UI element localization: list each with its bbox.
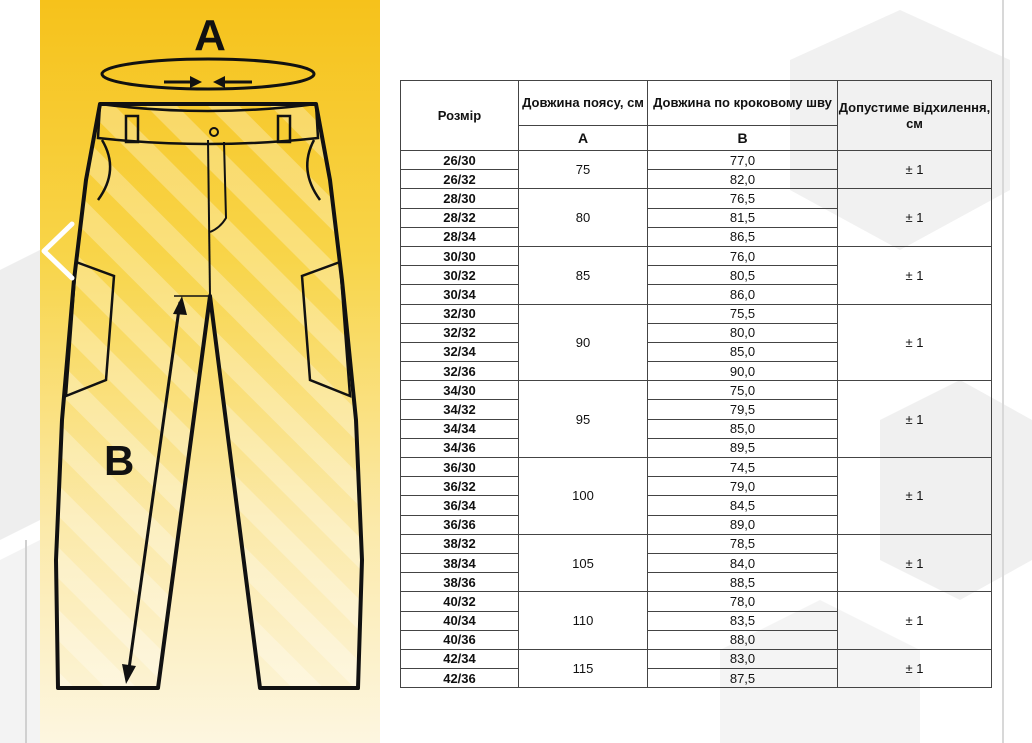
- table-row: [401, 246, 992, 265]
- inseam-cell: 88,5: [648, 573, 838, 592]
- measure-label-b: B: [104, 437, 135, 484]
- inseam-cell: 74,5: [648, 458, 838, 477]
- inseam-cell: 75,5: [648, 304, 838, 323]
- size-cell: 30/30: [401, 246, 519, 265]
- size-cell: 34/30: [401, 381, 519, 400]
- size-cell: 34/32: [401, 400, 519, 419]
- inseam-cell: 79,0: [648, 477, 838, 496]
- waist-cell: 80: [519, 189, 648, 247]
- size-cell: 32/36: [401, 362, 519, 381]
- inseam-cell: 90,0: [648, 362, 838, 381]
- tolerance-cell: ± 1: [838, 592, 992, 650]
- tolerance-cell: ± 1: [838, 458, 992, 535]
- size-cell: 42/36: [401, 669, 519, 688]
- inseam-cell: 87,5: [648, 669, 838, 688]
- inseam-cell: 77,0: [648, 151, 838, 170]
- header-col-a: A: [519, 126, 648, 151]
- table-row: [401, 151, 992, 170]
- size-cell: 36/36: [401, 515, 519, 534]
- inseam-cell: 80,5: [648, 266, 838, 285]
- waist-cell: 100: [519, 458, 648, 535]
- waist-cell: 95: [519, 381, 648, 458]
- inseam-cell: 85,0: [648, 419, 838, 438]
- size-cell: 36/32: [401, 477, 519, 496]
- table-row: [401, 534, 992, 553]
- inseam-cell: 84,0: [648, 553, 838, 572]
- size-table-body: [401, 151, 992, 688]
- inseam-cell: 86,5: [648, 227, 838, 246]
- pants-diagram-panel: [40, 0, 380, 743]
- waist-measure-ellipse: [102, 59, 314, 89]
- table-row: [401, 458, 992, 477]
- size-cell: 28/30: [401, 189, 519, 208]
- inseam-cell: 76,0: [648, 246, 838, 265]
- size-cell: 32/30: [401, 304, 519, 323]
- inseam-cell: 82,0: [648, 170, 838, 189]
- size-cell: 28/32: [401, 208, 519, 227]
- inseam-cell: 89,5: [648, 438, 838, 457]
- waist-cell: 115: [519, 649, 648, 687]
- size-cell: 32/32: [401, 323, 519, 342]
- waist-cell: 75: [519, 151, 648, 189]
- inseam-cell: 79,5: [648, 400, 838, 419]
- table-row: [401, 189, 992, 208]
- size-cell: 40/32: [401, 592, 519, 611]
- tolerance-cell: ± 1: [838, 304, 992, 381]
- inseam-cell: 76,5: [648, 189, 838, 208]
- tolerance-cell: ± 1: [838, 189, 992, 247]
- table-row: [401, 304, 992, 323]
- size-cell: 26/30: [401, 151, 519, 170]
- size-cell: 34/36: [401, 438, 519, 457]
- size-cell: 36/30: [401, 458, 519, 477]
- inseam-cell: 85,0: [648, 342, 838, 361]
- inseam-cell: 80,0: [648, 323, 838, 342]
- size-cell: 30/32: [401, 266, 519, 285]
- inseam-cell: 84,5: [648, 496, 838, 515]
- inseam-cell: 75,0: [648, 381, 838, 400]
- tolerance-cell: ± 1: [838, 534, 992, 592]
- size-cell: 28/34: [401, 227, 519, 246]
- inseam-cell: 86,0: [648, 285, 838, 304]
- size-cell: 30/34: [401, 285, 519, 304]
- size-cell: 40/36: [401, 630, 519, 649]
- size-cell: 38/36: [401, 573, 519, 592]
- chevron-left-icon: [38, 220, 78, 282]
- size-cell: 38/32: [401, 534, 519, 553]
- header-inseam: Довжина по кроковому шву: [648, 81, 838, 126]
- table-row: [401, 649, 992, 668]
- size-cell: 36/34: [401, 496, 519, 515]
- inseam-cell: 83,0: [648, 649, 838, 668]
- table-row: [401, 592, 992, 611]
- size-cell: 34/34: [401, 419, 519, 438]
- waist-cell: 85: [519, 246, 648, 304]
- size-chart-table: [400, 80, 992, 688]
- waist-cell: 90: [519, 304, 648, 381]
- header-tolerance: Допустиме відхилення, см: [838, 81, 992, 151]
- inseam-cell: 89,0: [648, 515, 838, 534]
- inseam-cell: 78,0: [648, 592, 838, 611]
- inseam-cell: 88,0: [648, 630, 838, 649]
- size-cell: 32/34: [401, 342, 519, 361]
- inseam-cell: 83,5: [648, 611, 838, 630]
- header-waist: Довжина поясу, см: [519, 81, 648, 126]
- size-cell: 38/34: [401, 553, 519, 572]
- pants-diagram: [40, 0, 380, 743]
- waist-cell: 105: [519, 534, 648, 592]
- waist-cell: 110: [519, 592, 648, 650]
- tolerance-cell: ± 1: [838, 649, 992, 687]
- size-cell: 40/34: [401, 611, 519, 630]
- tolerance-cell: ± 1: [838, 246, 992, 304]
- inseam-cell: 78,5: [648, 534, 838, 553]
- prev-slide-button[interactable]: [38, 220, 78, 282]
- tolerance-cell: ± 1: [838, 151, 992, 189]
- tolerance-cell: ± 1: [838, 381, 992, 458]
- header-size: Розмір: [401, 81, 519, 151]
- table-row: [401, 381, 992, 400]
- size-cell: 26/32: [401, 170, 519, 189]
- inseam-cell: 81,5: [648, 208, 838, 227]
- measure-label-a: A: [194, 11, 226, 60]
- size-cell: 42/34: [401, 649, 519, 668]
- header-col-b: B: [648, 126, 838, 151]
